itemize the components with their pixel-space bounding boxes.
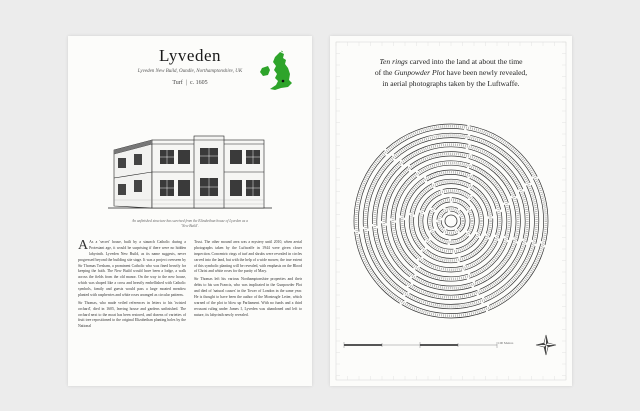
paragraph: Trust. The other mound area was a mystery until 2010, when aerial photographs taken by the Luftwaffe in 1944 were given closer inspection. Concentric rings of turf and shrubs were revealed in circles carved into the land, but with the help of a wide mower, the true extent of this symbolic planting will be revealed, with emphasis on the Blood of Christ and white roses for the purity of Mary.: [194, 240, 302, 274]
meta-divider: |: [184, 80, 189, 86]
compass-rose-icon: [535, 334, 557, 356]
paragraph: Sir Thomas, who made veiled references in letters to his 'twisted orchard', died in 1605, leaving house and gardens unfinished. The orchard next to the moat has been restored, and dozens of varieties of fruit tree repositioned to the original Elizabethan planting holes by the National: [78, 300, 186, 329]
body-column-2: [194, 240, 302, 320]
pull-quote: [330, 56, 572, 89]
paragraph: Sir Thomas left his various Northamptonshire properties and their debts to his son Francis, who was implicated in the Gunpowder Plot and died of 'natural causes' in the Tower of London in the same year. He is thought to have been the author of the Monteagle Letter, which warned of the plot to blow up Parliament. With no funds and a third recusant ruling under James I, Lyveden was abandoned and left to nature, its labyrinth newly revealed.: [194, 277, 302, 317]
drop-cap: A: [78, 238, 89, 253]
page-title: Lyveden: [158, 46, 222, 65]
uk-map-icon: [256, 50, 296, 92]
body-text: [78, 240, 302, 380]
quote-line-1: Ten rings carved into the land at about the time: [379, 57, 523, 66]
scale-label: 100 Metres: [498, 341, 514, 345]
labyrinth-diagram: [348, 118, 554, 324]
quote-line-3: in aerial photographs taken by the Luftwaffe.: [382, 79, 520, 88]
building-illustration: [108, 128, 272, 212]
scale-bar: [342, 338, 502, 352]
quote-line-2: of the Gunpowder Plot have been newly revealed,: [374, 68, 528, 77]
body-column-1: [78, 240, 186, 332]
meta-type: Turf: [172, 80, 183, 86]
meta-date: c. 1605: [189, 80, 208, 86]
location-subtitle: Lyveden New Build, Oundle, Northamptonshire, UK: [137, 69, 243, 74]
right-page: [330, 36, 572, 386]
left-page: [68, 36, 312, 386]
illustration-caption: An unfinished structure has survived from the Elizabethan house of Lyveden as a 'New Build'.: [131, 219, 248, 228]
paragraph: A As a 'secret' house, built by a staunch Catholic during a Protestant age, it would be surprising if there were no hidden labyrinth. Lyveden New Build, as its name suggests, never progressed beyond the building site stage. It was a project overseen by Sir Thomas Tresham, a prominent Catholic who was fined heavily for keeping the faith. The New Build would have been a lodge, a walk across the fields from the old manor. On the way to the new house, which was shaped like a cross and heavily embellished with Catholic symbols, family and guests would pass a large moated meadow planted with raspberries and white roses arranged as circular patterns.: [78, 238, 186, 297]
